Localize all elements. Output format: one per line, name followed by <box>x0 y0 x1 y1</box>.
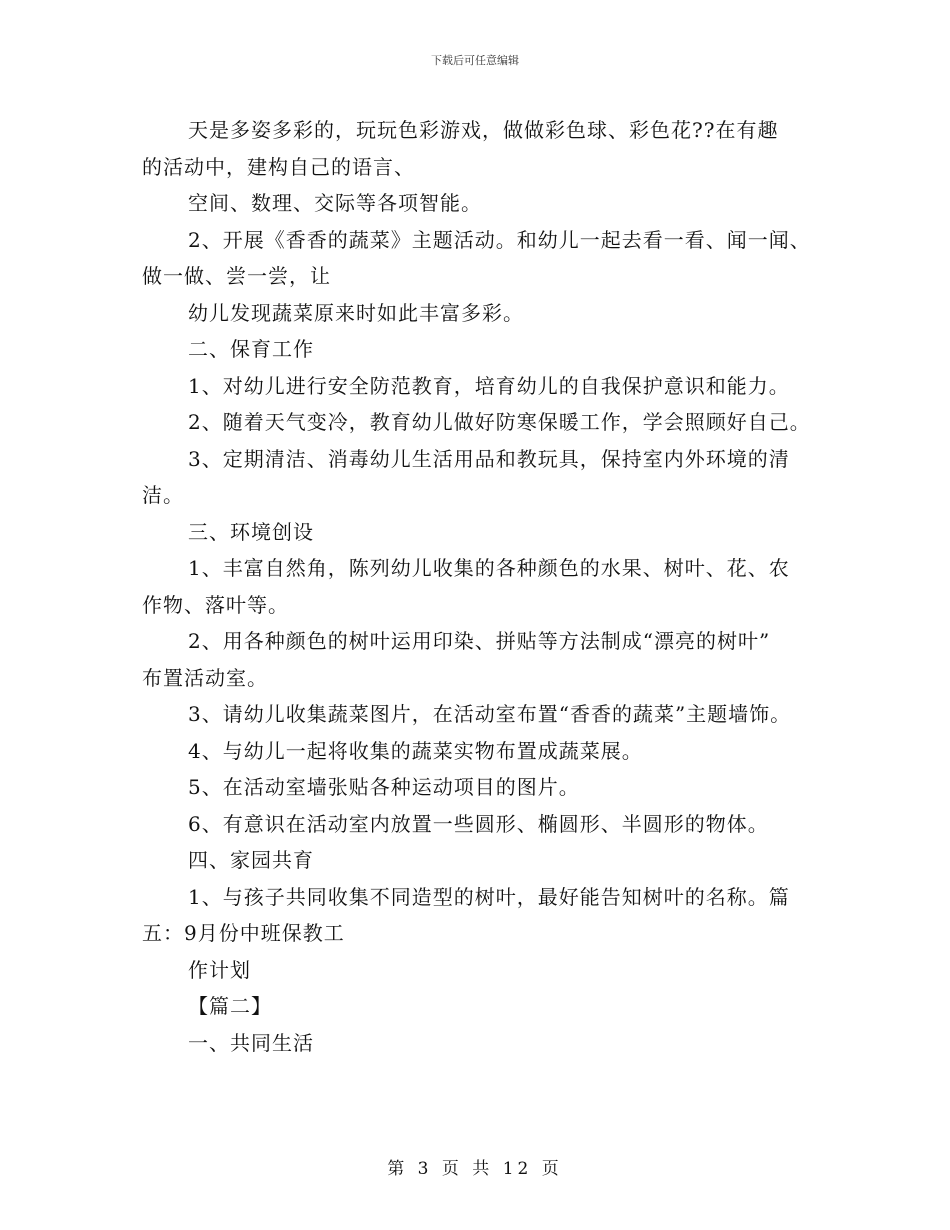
text-line: 2、用各种颜色的树叶运用印染、拼贴等方法制成“漂亮的树叶” <box>188 629 771 653</box>
text-line: 2、开展《香香的蔬菜》主题活动。和幼儿一起去看一看、闻一闻、 <box>188 227 811 252</box>
text-line: 3、请幼儿收集蔬菜图片，在活动室布置“香香的蔬菜”主题墙饰。 <box>188 702 792 726</box>
page-header: 下载后可任意编辑 <box>431 54 519 67</box>
text-line: 做一做、尝一尝，让 <box>142 264 331 288</box>
section-heading: 四、家园共育 <box>188 848 314 872</box>
text-line: 洁。 <box>142 483 184 507</box>
text-line: 1、丰富自然角，陈列幼儿收集的各种颜色的水果、树叶、花、农 <box>188 556 790 580</box>
section-heading: 二、保育工作 <box>188 337 314 361</box>
text-line: 5、在活动室墙张贴各种运动项目的图片。 <box>188 775 580 799</box>
document-body <box>142 112 832 1061</box>
section-heading: 三、环境创设 <box>188 519 314 544</box>
text-line: 1、对幼儿进行安全防范教育，培育幼儿的自我保护意识和能力。 <box>188 373 790 398</box>
text-line: 天是多姿多彩的，玩玩色彩游戏，做做彩色球、彩色花??在有趣 <box>188 118 779 142</box>
text-line: 作计划 <box>188 957 251 982</box>
text-line: 6、有意识在活动室内放置一些圆形、椭圆形、半圆形的物体。 <box>188 811 769 836</box>
text-line: 1、与孩子共同收集不同造型的树叶，最好能告知树叶的名称。篇 <box>188 884 790 909</box>
text-line: 五：9月份中班保教工 <box>142 921 345 945</box>
text-line: 3、定期清洁、消毒幼儿生活用品和教玩具，保持室内外环境的清 <box>188 446 790 471</box>
text-line: 空间、数理、交际等各项智能。 <box>188 191 482 215</box>
text-line: 幼儿发现蔬菜原来时如此丰富多彩。 <box>188 300 524 325</box>
text-line: 4、与幼儿一起将收集的蔬菜实物布置成蔬菜展。 <box>188 738 643 763</box>
page-footer: 第 3 页 共 12 页 <box>387 1159 563 1179</box>
text-line: 作物、落叶等。 <box>142 592 289 617</box>
text-line: 布置活动室。 <box>142 665 268 690</box>
section-heading: 一、共同生活 <box>188 1030 314 1055</box>
text-line: 的活动中，建构自己的语言、 <box>142 154 415 179</box>
text-line: 2、随着天气变冷，教育幼儿做好防寒保暖工作，学会照顾好自己。 <box>188 410 811 434</box>
section-heading: 【篇二】 <box>188 994 272 1018</box>
